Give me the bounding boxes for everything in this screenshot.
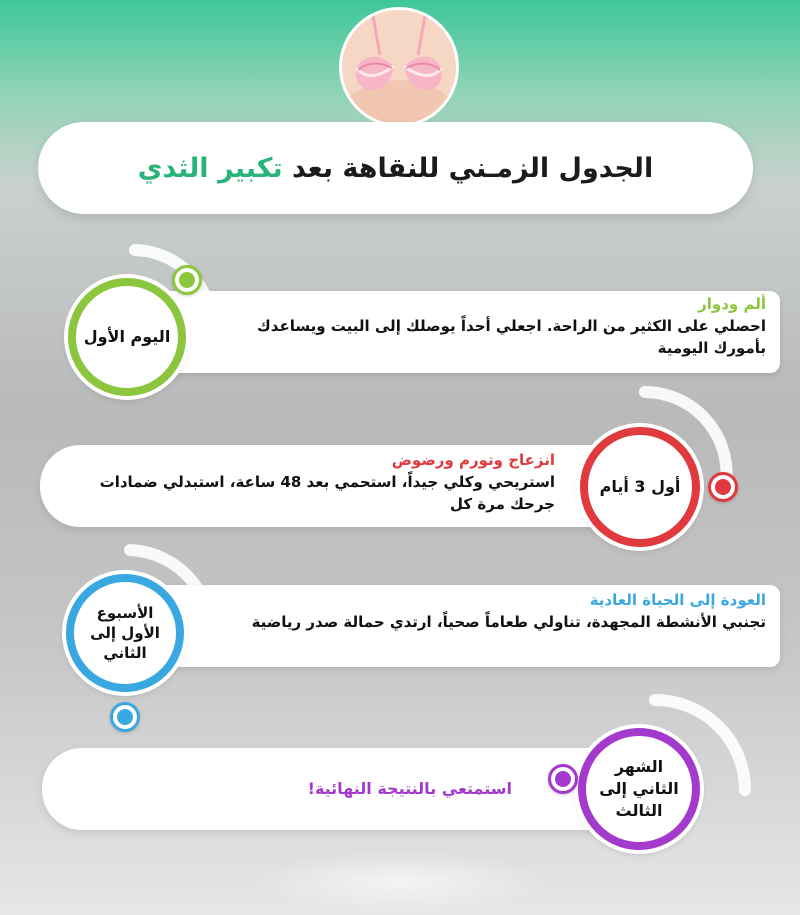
bra-photo-icon bbox=[342, 10, 456, 124]
title-highlight: تكبير الثدي bbox=[137, 152, 283, 184]
stage-3-heading: العودة إلى الحياة العادية bbox=[589, 591, 766, 609]
stage-1-card bbox=[150, 291, 780, 373]
stage-1-body: احصلي على الكثير من الراحة. اجعلي أحداً يوصلك إلى البيت ويساعدك بأمورك اليومية bbox=[257, 317, 766, 357]
stage-2-marker-icon bbox=[708, 472, 738, 502]
bottom-glow bbox=[250, 850, 550, 915]
stage-3-badge bbox=[66, 574, 184, 692]
stage-1-heading: ألم ودوار bbox=[698, 295, 766, 313]
stage-1-marker-icon bbox=[172, 265, 202, 295]
stage-1-badge bbox=[68, 278, 186, 396]
stage-2-badge bbox=[580, 427, 700, 547]
page-title bbox=[138, 153, 653, 184]
title-main: الجدول الزمـني للنقاهة بعد bbox=[292, 152, 654, 184]
header-image bbox=[342, 10, 456, 124]
stage-4-body: استمتعي بالنتيجة النهائية! bbox=[307, 779, 512, 798]
stage-4-badge bbox=[578, 728, 700, 850]
stage-2-card bbox=[40, 445, 615, 527]
stage-2-body: استريحي وكلي جيداً، استحمي بعد 48 ساعة، استبدلي ضمادات جرحك مرة كل bbox=[99, 473, 555, 513]
stage-4-marker-icon bbox=[548, 764, 578, 794]
stage-3-marker-icon bbox=[110, 702, 140, 732]
title-bar bbox=[38, 122, 753, 214]
stage-4-label: الشهر الثاني إلى الثالث bbox=[599, 757, 679, 820]
stage-3-body: تجنبي الأنشطة المجهدة، تناولي طعاماً صحياً، ارتدي حمالة صدر رياضية bbox=[251, 613, 766, 631]
stage-2-label: أول 3 أيام bbox=[599, 477, 681, 496]
stage-3-label: الأسبوع الأول إلى الثاني bbox=[90, 604, 160, 662]
stage-4-card bbox=[42, 748, 602, 830]
stage-3-card bbox=[150, 585, 780, 667]
stage-2-heading: انزعاج وتورم ورضوض bbox=[391, 451, 555, 469]
stage-1-label: اليوم الأول bbox=[83, 327, 171, 346]
